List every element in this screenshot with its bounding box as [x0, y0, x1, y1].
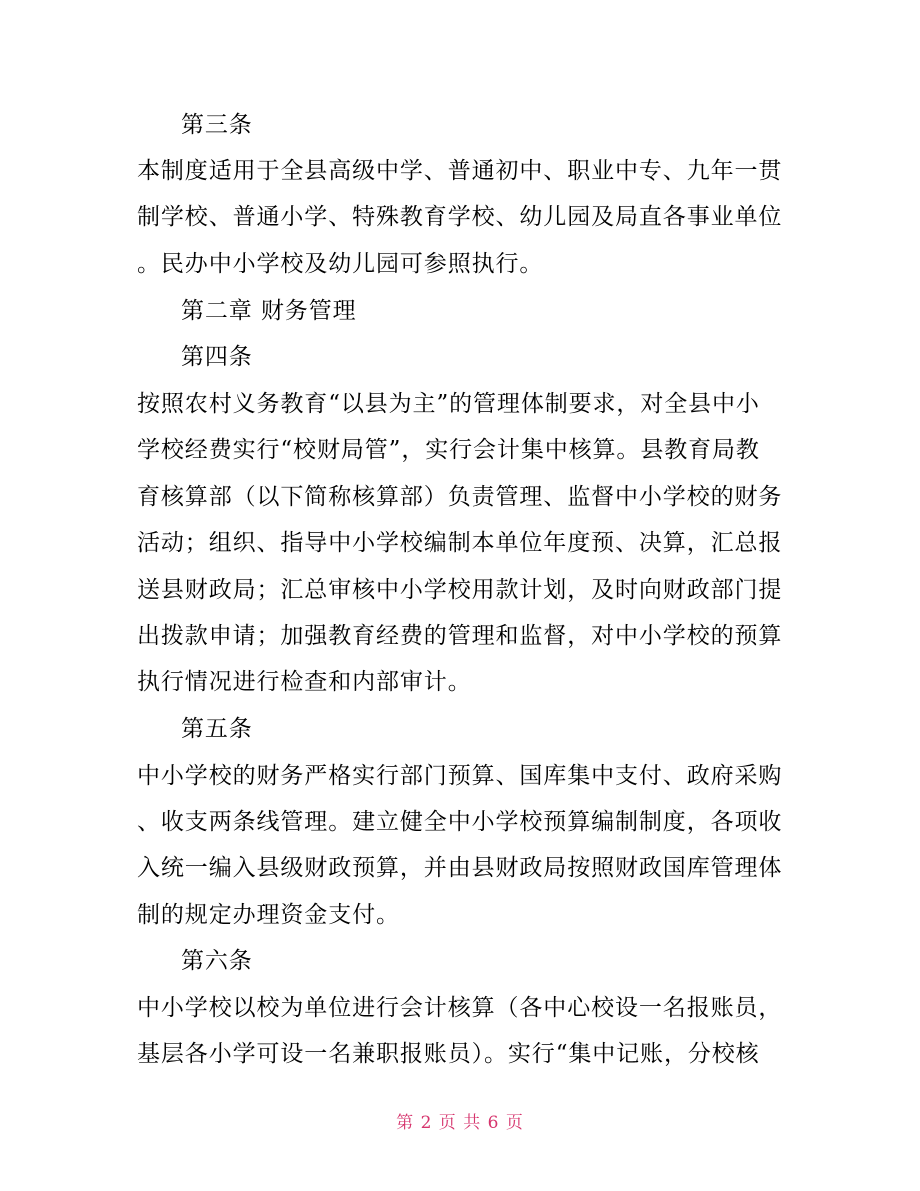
article-3-heading: 第三条 [181, 112, 253, 138]
article-5-line: 入统一编入县级财政预算，并由县财政局按照财政国库管理体 [137, 855, 783, 881]
article-5-line: 、收支两条线管理。建立健全中小学校预算编制制度，各项收 [137, 809, 783, 835]
article-6-line: 基层各小学可设一名兼职报账员）。实行“集中记账，分校核 [137, 1041, 760, 1067]
article-4-heading: 第四条 [181, 344, 253, 370]
article-4-line: 育核算部（以下简称核算部）负责管理、监督中小学校的财务 [137, 484, 783, 510]
article-4-line: 活动；组织、指导中小学校编制本单位年度预、决算，汇总报 [137, 530, 783, 556]
article-4-line: 按照农村义务教育“以县为主”的管理体制要求，对全县中小 [137, 391, 760, 417]
article-5-line: 中小学校的财务严格实行部门预算、国库集中支付、政府采购 [137, 763, 783, 789]
chapter-2-heading: 第二章 财务管理 [181, 298, 357, 324]
article-4-line: 学校经费实行“校财局管”，实行会计集中核算。县教育局教 [137, 437, 760, 463]
article-5-line: 制的规定办理资金支付。 [137, 902, 400, 928]
article-6-line: 中小学校以校为单位进行会计核算（各中心校设一名报账员， [137, 995, 783, 1021]
article-4-line: 出拨款申请；加强教育经费的管理和监督，对中小学校的预算 [137, 623, 783, 649]
page-number-footer: 第 2 页 共 6 页 [396, 1113, 524, 1133]
article-4-line: 执行情况进行检查和内部审计。 [137, 669, 472, 695]
article-5-heading: 第五条 [181, 716, 253, 742]
article-3-line: 。民办中小学校及幼儿园可参照执行。 [137, 251, 544, 277]
article-4-line: 送县财政局；汇总审核中小学校用款计划，及时向财政部门提 [137, 577, 783, 603]
article-6-heading: 第六条 [181, 948, 253, 974]
article-3-line: 制学校、普通小学、特殊教育学校、幼儿园及局直各事业单位 [137, 204, 783, 230]
article-3-line: 本制度适用于全县高级中学、普通初中、职业中专、九年一贯 [137, 158, 783, 184]
